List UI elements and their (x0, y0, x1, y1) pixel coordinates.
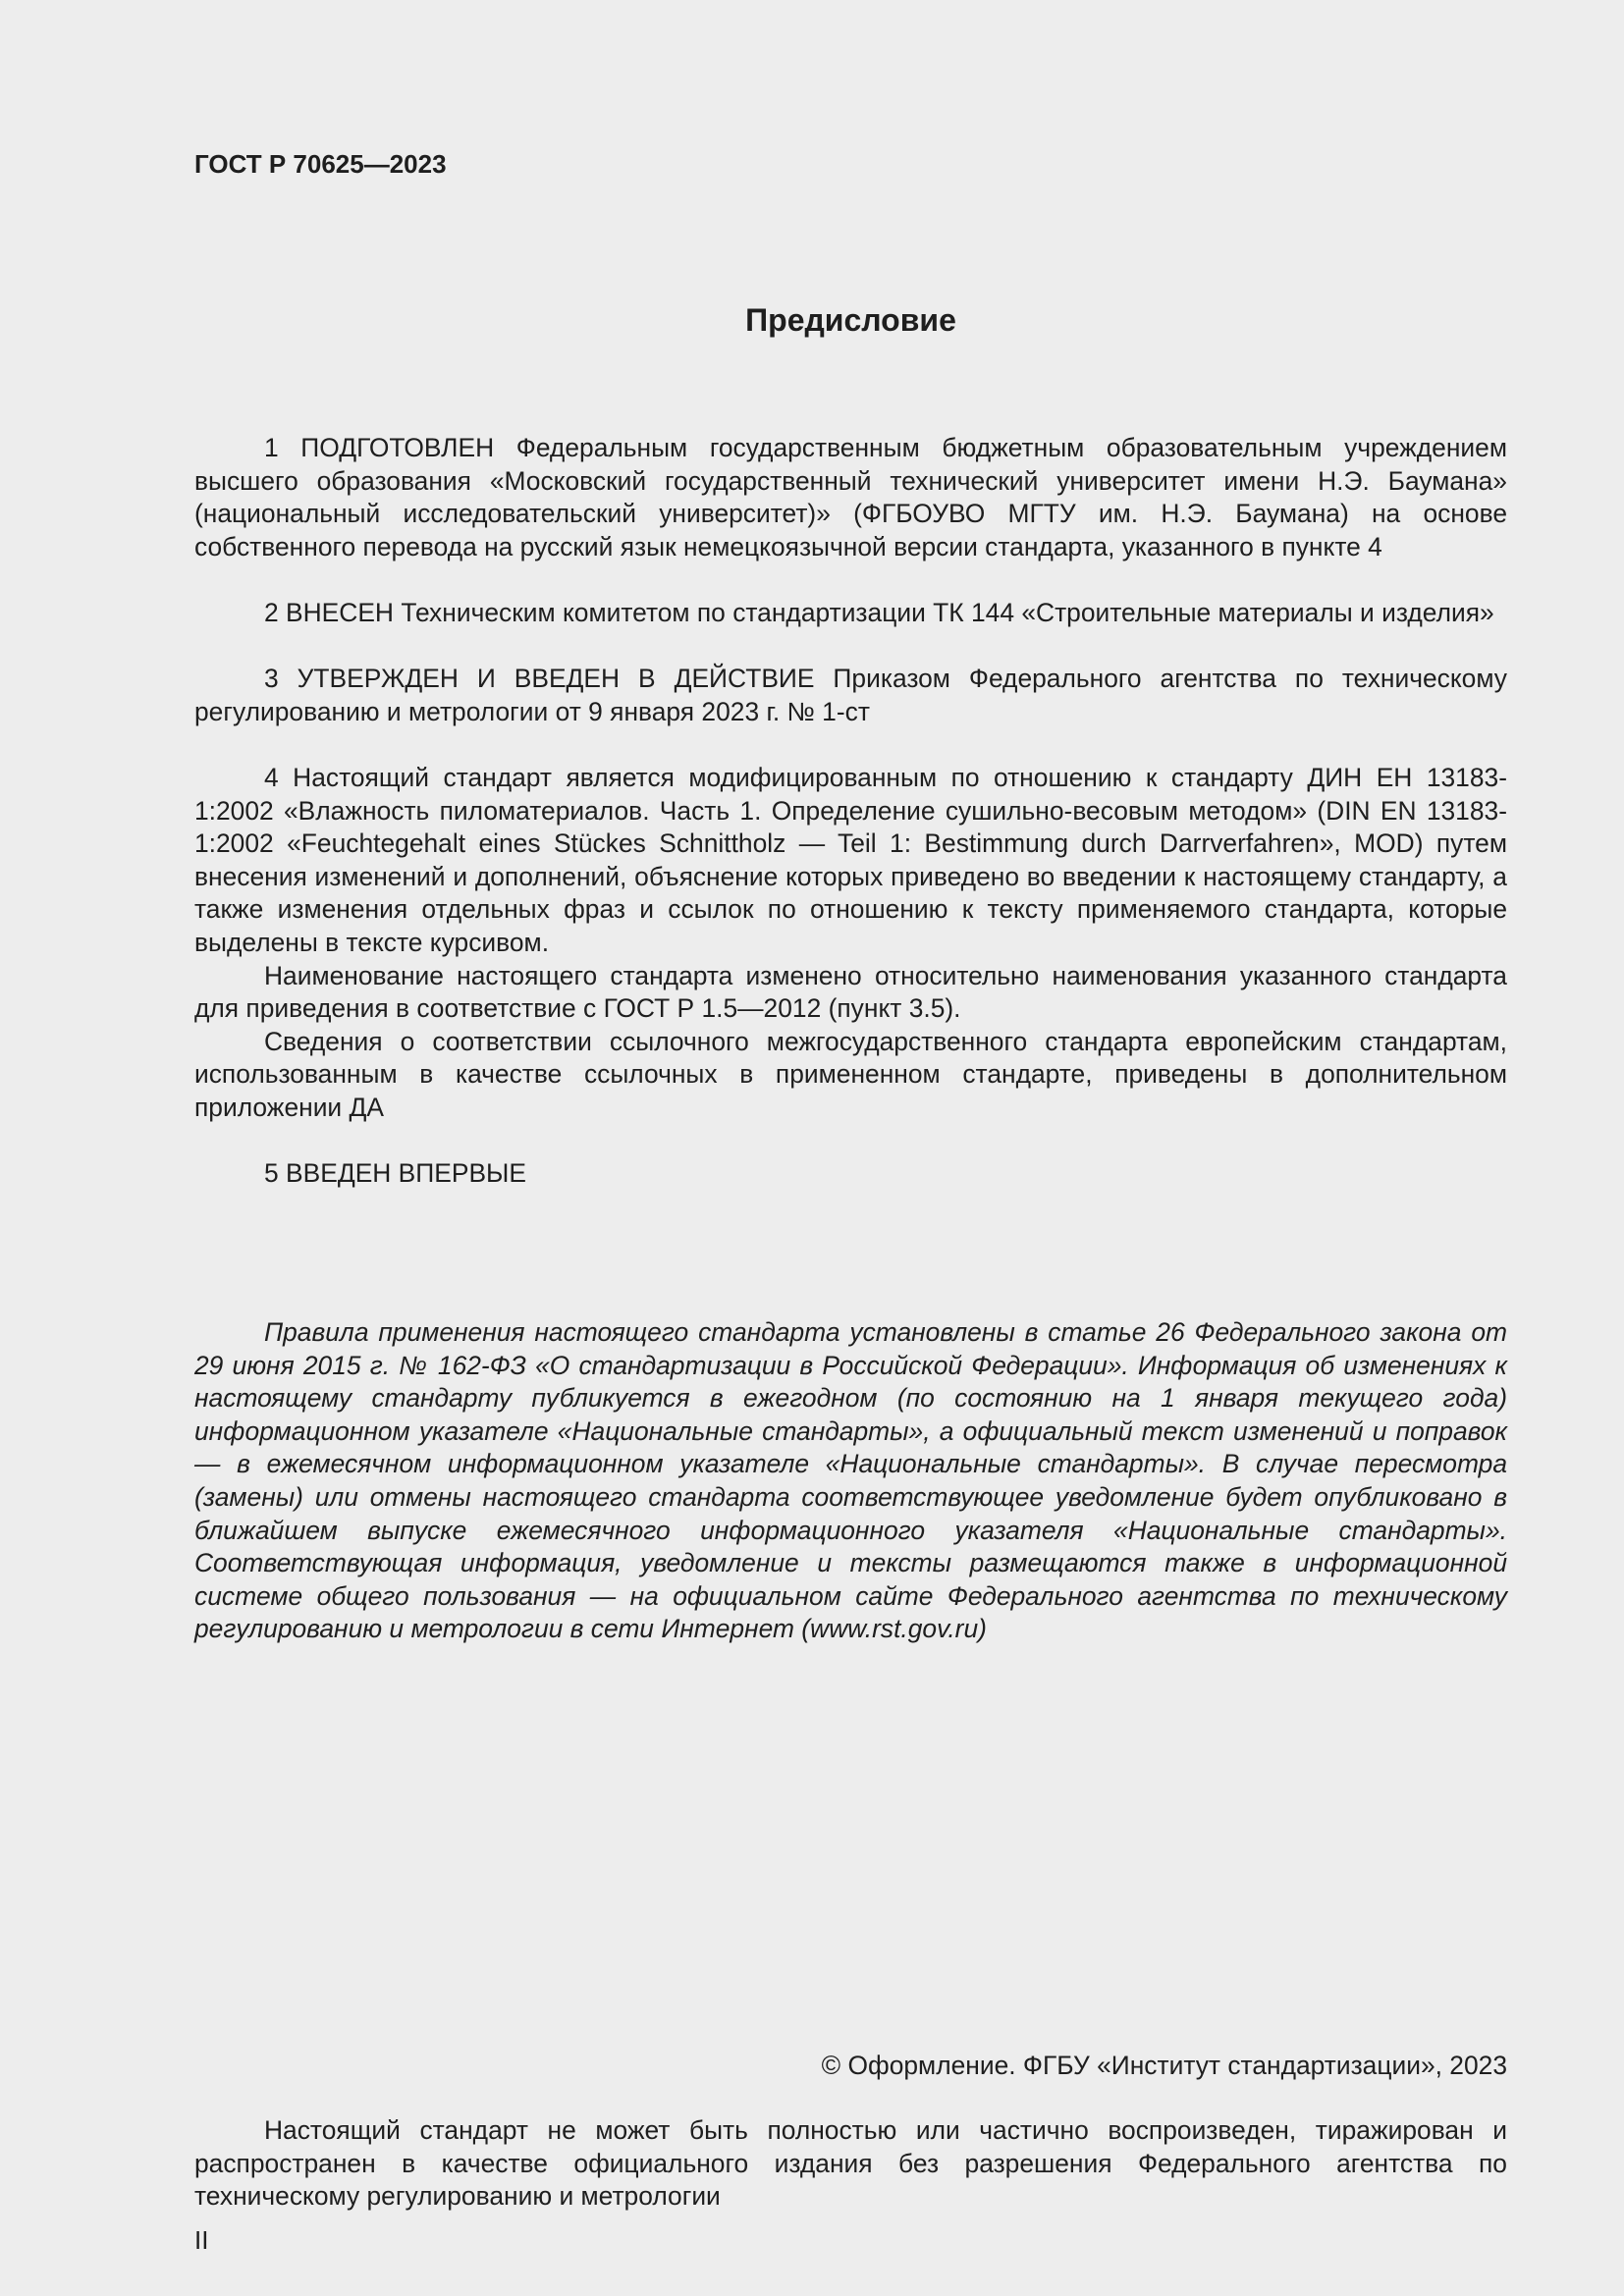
paragraph-2: 2 ВНЕСЕН Техническим комитетом по стандартизации ТК 144 «Строительные материалы и изделия» (264, 597, 1494, 627)
document-code: ГОСТ Р 70625—2023 (194, 149, 447, 179)
paragraph-5: 5 ВВЕДЕН ВПЕРВЫЕ (264, 1158, 527, 1189)
page-title: Предисловие (745, 302, 956, 338)
paragraph-4: 4 Настоящий стандарт является модифицированным по отношению к стандарту ДИН ЕН 13183-1:2002 «Влажность пиломатериалов. Часть 1. Определение сушильно-весовым методом» (DIN EN 13183-1:2002 «Feuchtegehalt eines Stückes Schnittholz — Teil 1: Bestimmung durch Darrverfahren», MOD) путем внесения изменений и дополнений, объяснение которых приведено во введении к настоящему стандарту, а также изменения отдельных фраз и ссылок по отношению к тексту применяемого стандарта, которые выделены в тексте курсивом. (194, 762, 1507, 957)
document-page (194, 147, 1507, 2255)
paragraph-4-name-change: Наименование настоящего стандарта изменено относительно наименования указанного стандарта для приведения в соответствие с ГОСТ Р 1.5—2012 (пункт 3.5). (194, 960, 1507, 1024)
reproduction-notice-block (194, 2114, 1507, 2214)
copyright-line: © Оформление. ФГБУ «Институт стандартизации», 2023 (821, 2051, 1507, 2080)
rules-notice: Правила применения настоящего стандарта установлены в статье 26 Федерального закона от 29 июня 2015 г. № 162-ФЗ «О стандартизации в Российской Федерации». Информация об изменениях к настоящему стандарту публикуется в ежегодном (по состоянию на 1 января текущего года) информационном указателе «Национальные стандарты», а официальный текст изменений и поправок — в ежемесячном информационном указателе «Национальные стандарты». В случае пересмотра (замены) или отмены настоящего стандарта соответствующее уведомление будет опубликовано в ближайшем выпуске ежемесячного информационного указателя «Национальные стандарты». Соответствующая информация, уведомление и тексты размещаются также в информационной системе общего пользования — на официальном сайте Федерального агентства по техническому регулированию и метрологии в сети Интернет (www.rst.gov.ru) (194, 1317, 1507, 1644)
reproduction-notice: Настоящий стандарт не может быть полностью или частично воспроизведен, тиражирован и распространен в качестве официального издания без разрешения Федерального агентства по техническому регулированию и метрологии (194, 2115, 1507, 2212)
preface-body (194, 432, 1507, 1191)
paragraph-3: 3 УТВЕРЖДЕН И ВВЕДЕН В ДЕЙСТВИЕ Приказом Федерального агентства по техническому регулированию и метрологии от 9 января 2023 г. № 1-ст (194, 664, 1507, 726)
page-number: II (194, 2225, 209, 2255)
paragraph-1: 1 ПОДГОТОВЛЕН Федеральным государственным бюджетным образовательным учреждением высшего образования «Московский государственный технический университет имени Н.Э. Баумана» (национальный исследовательский университет)» (ФГБОУВО МГТУ им. Н.Э. Баумана) на основе собственного перевода на русский язык немецкоязычной версии стандарта, указанного в пункте 4 (194, 433, 1507, 561)
paragraph-4-references: Сведения о соответствии ссылочного межгосударственного стандарта европейским стандартам, использованным в качестве ссылочных в примененном стандарте, приведены в дополнительном приложении ДА (194, 1026, 1507, 1122)
rules-notice-block (194, 1316, 1507, 1646)
